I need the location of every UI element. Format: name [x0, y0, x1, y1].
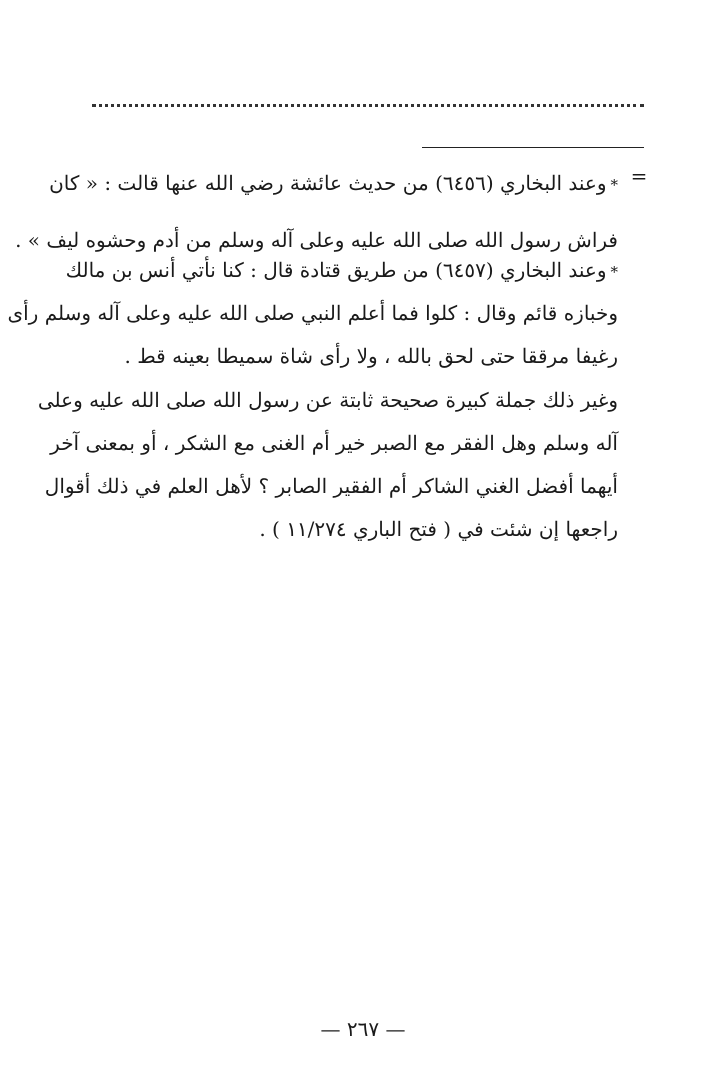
paragraph-2-line-1: *وعند البخاري (٦٤٥٧) من طريق قتادة قال : كنا نأتي أنس بن مالك	[65, 258, 618, 282]
paragraph-1-line-1: *وعند البخاري (٦٤٥٦) من حديث عائشة رضي الله عنها قالت : « كان	[49, 171, 618, 195]
continuation-mark: =	[630, 164, 648, 188]
paragraph-3-line-3: أيهما أفضل الغني الشاكر أم الفقير الصابر ؟ لأهل العلم في ذلك أقوال	[44, 474, 618, 498]
paragraph-3-line-4: راجعها إن شئت في ( فتح الباري ١١/٢٧٤ ) .	[259, 517, 618, 541]
paragraph-3-line-1: وغير ذلك جملة كبيرة صحيحة ثابتة عن رسول الله صلى الله عليه وعلى	[37, 388, 618, 412]
paragraph-2-line-2: وخبازه قائم وقال : كلوا فما أعلم النبي صلى الله عليه وعلى آله وسلم رأى	[7, 301, 618, 325]
paragraph-3-line-2: آله وسلم وهل الفقر مع الصبر خير أم الغنى مع الشكر ، أو بمعنى آخر	[50, 431, 618, 455]
dotted-separator	[92, 104, 644, 107]
bullet-mark: *	[610, 263, 618, 281]
paragraph-1-line-2: فراش رسول الله صلى الله عليه وعلى آله وسلم من أدم وحشوه ليف » .	[15, 228, 618, 252]
page-number: — ٢٦٧ —	[320, 1017, 406, 1041]
paragraph-2-line-3: رغيفا مرققا حتى لحق بالله ، ولا رأى شاة سميطا بعينه قط .	[124, 344, 618, 368]
footnote-rule	[422, 147, 644, 148]
bullet-mark: *	[610, 176, 618, 194]
